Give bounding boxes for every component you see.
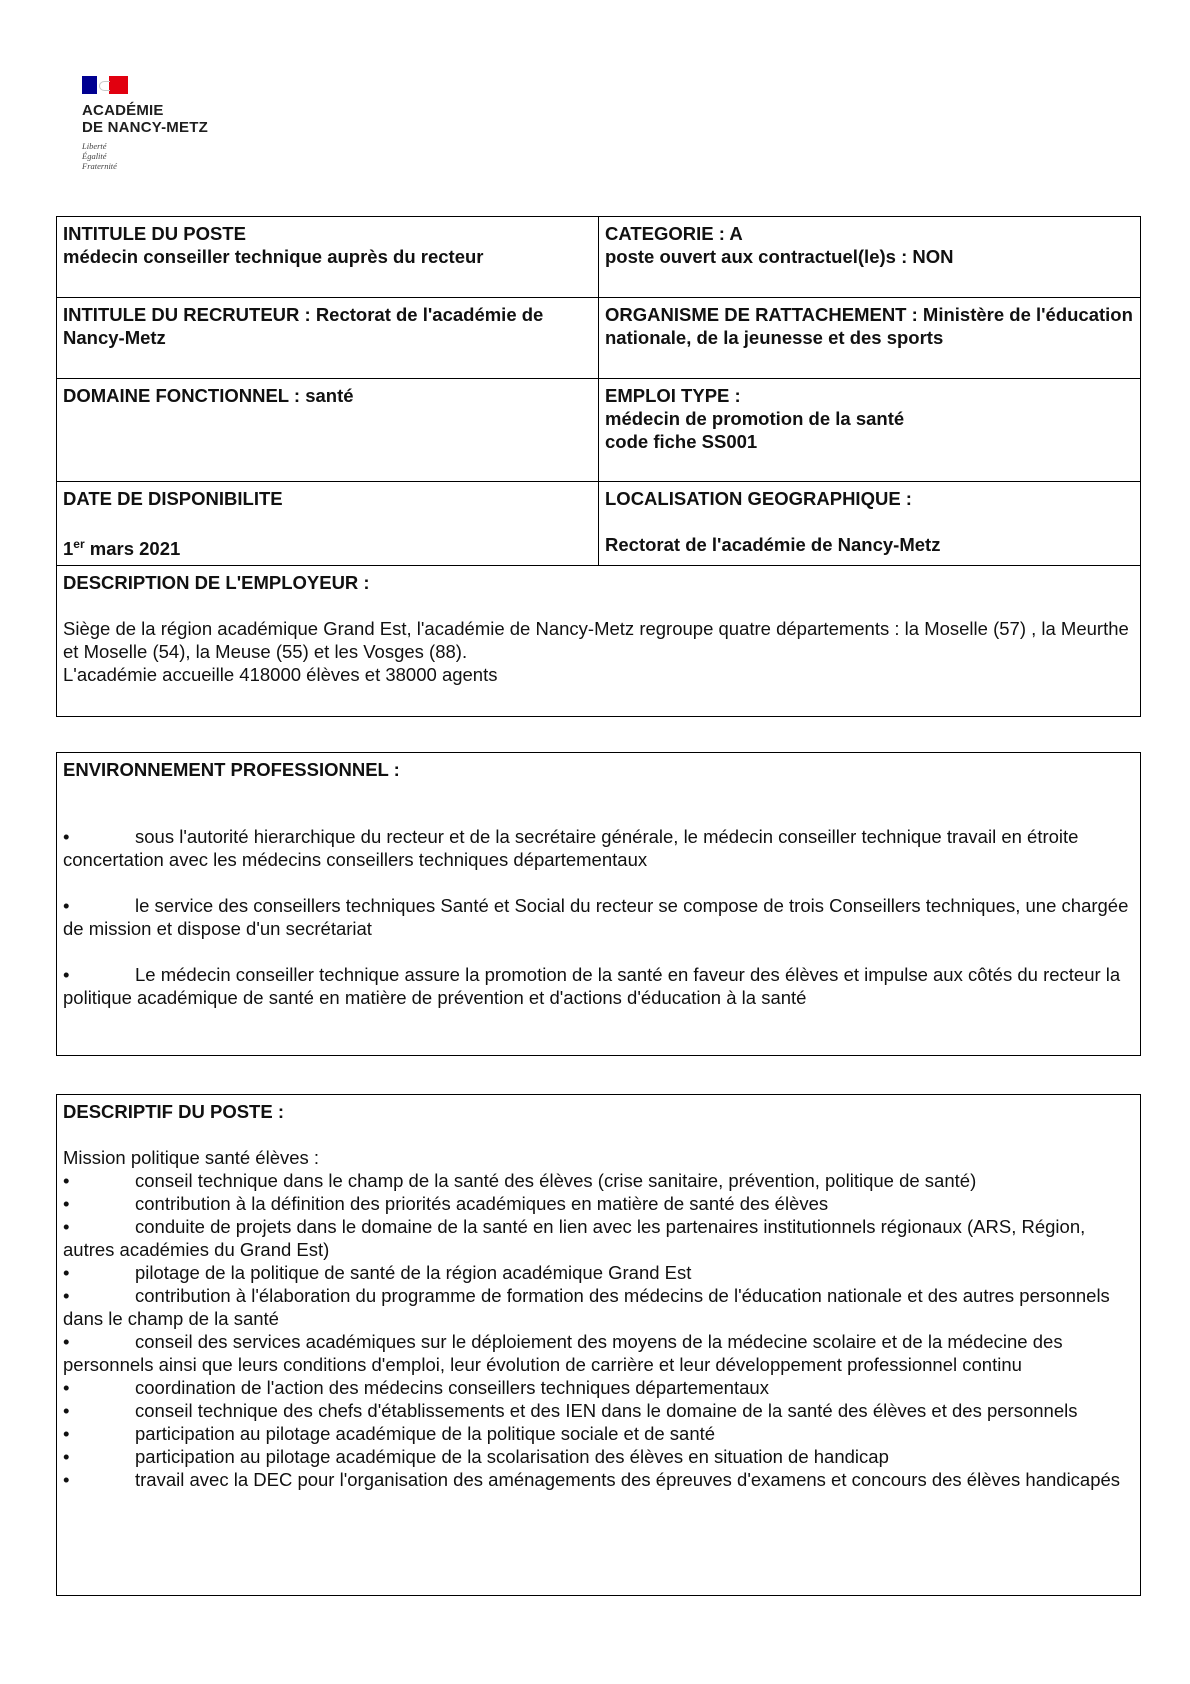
- emploi-code: code fiche SS001: [605, 431, 758, 452]
- bullet-icon: •: [63, 1285, 70, 1306]
- descriptif-item: • coordination de l'action des médecins conseillers techniques départementaux: [63, 1377, 769, 1398]
- domaine-cell: [57, 379, 599, 482]
- date-value: [63, 533, 592, 560]
- employer-cell: [57, 566, 1141, 717]
- bullet-icon: •: [63, 1423, 70, 1444]
- marianne-flag-icon: [82, 76, 128, 94]
- date-day: 1: [63, 538, 74, 560]
- emploi-value: médecin de promotion de la santé: [605, 408, 905, 429]
- descriptif-item: • conseil des services académiques sur le déploiement des moyens de la médecine scolaire et de la médecine des personnels ainsi que leurs conditions d'emploi, leur évolution de carrière et leur développement professionnel continu: [63, 1331, 1063, 1375]
- descriptif-item: • conseil technique dans le champ de la santé des élèves (crise sanitaire, prévention, politique de santé): [63, 1170, 977, 1191]
- bullet-icon: •: [63, 1216, 70, 1237]
- descriptif-section: [56, 1094, 1141, 1596]
- employer-para-1: Siège de la région académique Grand Est, l'académie de Nancy-Metz regroupe quatre départements : la Moselle (57) , la Meurthe et Moselle (54), la Meuse (55) et les Vosges (88).: [63, 618, 1129, 663]
- environment-item: • le service des conseillers techniques Santé et Social du recteur se compose de trois Conseillers techniques, une chargée de mission et dispose d'un secrétariat: [63, 895, 1129, 939]
- poste-value: médecin conseiller technique auprès du recteur: [63, 246, 484, 267]
- bullet-icon: •: [63, 1469, 70, 1490]
- environment-item: • sous l'autorité hierarchique du recteur et de la secrétaire générale, le médecin conseiller technique travail en étroite concertation avec les médecins conseillers techniques départementaux: [63, 826, 1079, 870]
- logo-motto: [82, 141, 242, 171]
- date-cell: [57, 482, 599, 566]
- employer-title: DESCRIPTION DE L'EMPLOYEUR :: [63, 572, 370, 594]
- recruteur-text: INTITULE DU RECRUTEUR : Rectorat de l'académie de Nancy-Metz: [63, 304, 544, 348]
- emploi-cell: [599, 379, 1141, 482]
- environment-section: [56, 752, 1141, 1056]
- localisation-cell: [599, 482, 1141, 566]
- employer-para-2: L'académie accueille 418000 élèves et 38000 agents: [63, 664, 498, 686]
- date-rest: mars 2021: [84, 538, 181, 560]
- localisation-value: Rectorat de l'académie de Nancy-Metz: [605, 534, 941, 555]
- bullet-icon: •: [63, 895, 70, 916]
- descriptif-item: • conduite de projets dans le domaine de la santé en lien avec les partenaires institutionnels régionaux (ARS, Région, autres académies du Grand Est): [63, 1216, 1086, 1260]
- bullet-icon: •: [63, 964, 70, 985]
- bullet-icon: •: [63, 1170, 70, 1191]
- date-sup: er: [73, 537, 85, 551]
- poste-label: INTITULE DU POSTE: [63, 223, 246, 244]
- logo-line-2: DE NANCY-METZ: [82, 119, 208, 136]
- descriptif-item: • participation au pilotage académique de la politique sociale et de santé: [63, 1423, 716, 1444]
- bullet-icon: •: [63, 1262, 70, 1283]
- poste-cell: [57, 217, 599, 298]
- descriptif-intro: Mission politique santé élèves :: [63, 1147, 320, 1168]
- domaine-text: DOMAINE FONCTIONNEL : santé: [63, 385, 354, 406]
- emploi-label: EMPLOI TYPE :: [605, 385, 741, 406]
- environment-item: • Le médecin conseiller technique assure la promotion de la santé en faveur des élèves et impulse aux côtés du recteur la politique académique de santé en matière de prévention et d'actions d'éducation à la santé: [63, 964, 1121, 1008]
- categorie-cell: [599, 217, 1141, 298]
- contractuels-text: poste ouvert aux contractuel(le)s : NON: [605, 246, 954, 267]
- descriptif-item: • contribution à l'élaboration du programme de formation des médecins de l'éducation nationale et des autres personnels dans le champ de la santé: [63, 1285, 1110, 1329]
- organisme-text: ORGANISME DE RATTACHEMENT : Ministère de l'éducation nationale, de la jeunesse et des sports: [605, 304, 1133, 348]
- descriptif-item: • pilotage de la politique de santé de la région académique Grand Est: [63, 1262, 692, 1283]
- job-header-table: [56, 216, 1141, 717]
- recruteur-cell: [57, 298, 599, 379]
- date-label: DATE DE DISPONIBILITE: [63, 488, 283, 509]
- descriptif-item: • travail avec la DEC pour l'organisation des aménagements des épreuves d'examens et concours des élèves handicapés: [63, 1469, 1121, 1490]
- academy-logo: [82, 76, 242, 171]
- motto-egalite: Égalité: [82, 151, 107, 161]
- bullet-icon: •: [63, 1377, 70, 1398]
- bullet-icon: •: [63, 1331, 70, 1352]
- categorie-text: CATEGORIE : A: [605, 223, 743, 244]
- environment-title: ENVIRONNEMENT PROFESSIONNEL :: [63, 759, 400, 780]
- organisme-cell: [599, 298, 1141, 379]
- bullet-icon: •: [63, 826, 70, 847]
- motto-liberte: Liberté: [82, 141, 107, 151]
- descriptif-item: • participation au pilotage académique de la scolarisation des élèves en situation de handicap: [63, 1446, 889, 1467]
- descriptif-item: • conseil technique des chefs d'établissements et des IEN dans le domaine de la santé des élèves et des personnels: [63, 1400, 1078, 1421]
- motto-fraternite: Fraternité: [82, 161, 117, 171]
- logo-line-1: ACADÉMIE: [82, 102, 164, 119]
- bullet-icon: •: [63, 1446, 70, 1467]
- descriptif-item: • contribution à la définition des priorités académiques en matière de santé des élèves: [63, 1193, 829, 1214]
- descriptif-title: DESCRIPTIF DU POSTE :: [63, 1101, 284, 1122]
- localisation-label: LOCALISATION GEOGRAPHIQUE :: [605, 488, 912, 509]
- bullet-icon: •: [63, 1400, 70, 1421]
- bullet-icon: •: [63, 1193, 70, 1214]
